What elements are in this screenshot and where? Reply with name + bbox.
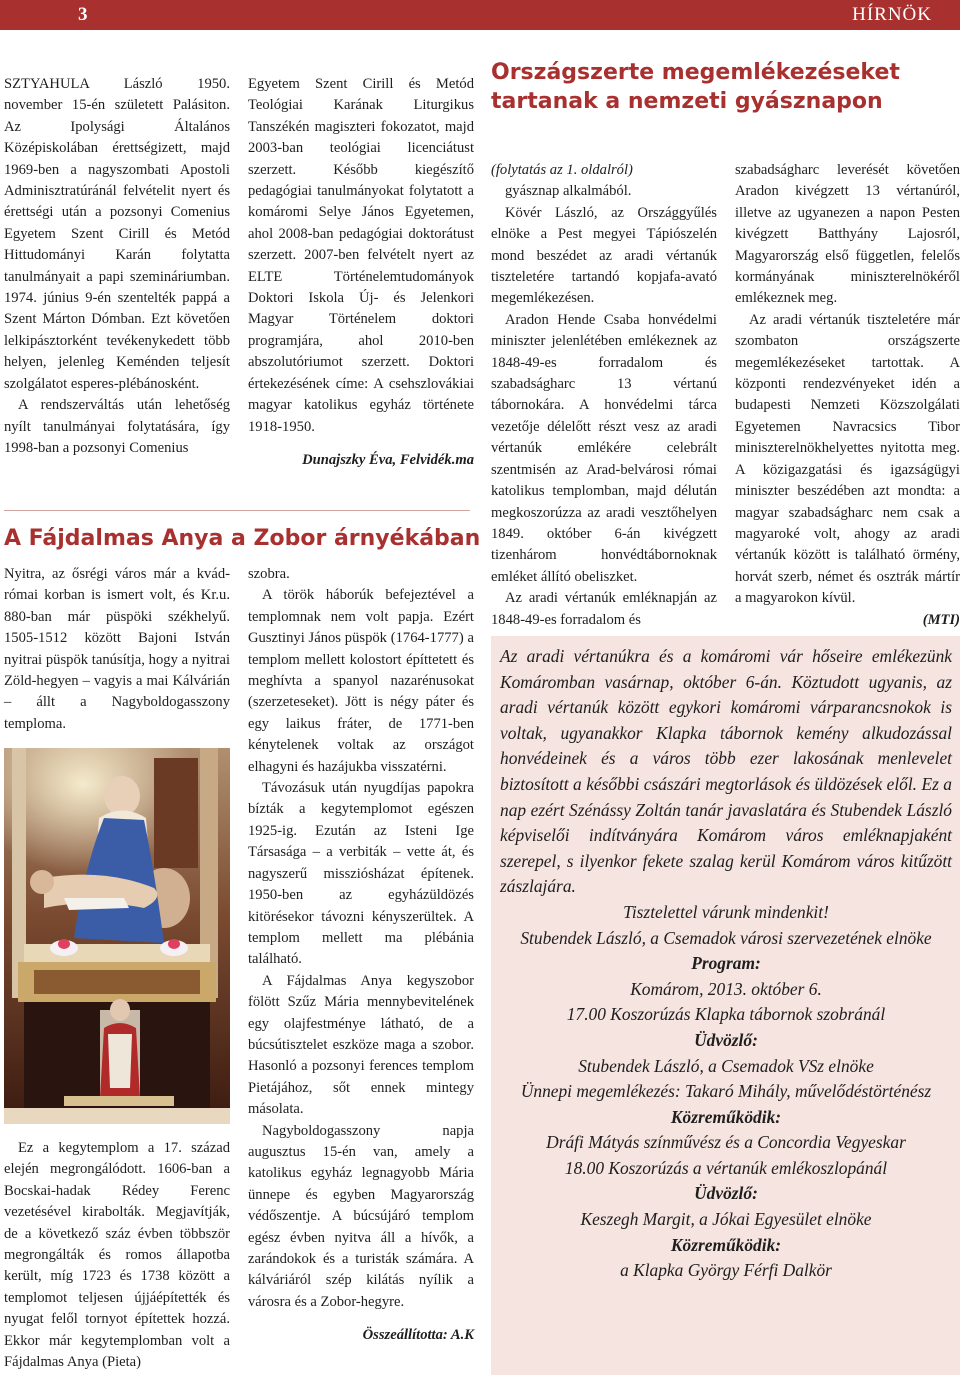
program-line: Dráfi Mátyás színművész és a Concordia Vegyeskar [546,1132,906,1153]
article-signature: Dunajszky Éva, Felvidék.ma [302,451,474,468]
zobor-column-2 [248,564,474,1347]
left-paragraph: SZTYAHULA László 1950. november 15-én született Palásiton. Az Ipolysági Általános Középiskolában érettségizett, majd 1969-ben a nagyszombati Apostoli Adminisztratúránál felvételit nyert és érettségi után a pozsonyi Comenius Egyetem Szent Cirill és Metód Hittudományi Karán folytatta tanulmányait a papi szemináriumban. 1974. június 9-én szentelték pappá a Szent Márton Dómban. Ezt követően lelkipásztorként tevékenykedett több helyen, jelenleg Keménden teljesít szolgálatot esperes-plébánosként. [4,76,230,392]
article-signature: (MTI) [922,611,960,628]
program-line: Stubendek László, a Csemadok városi szervezetének elnöke [520,927,932,948]
gyasznap-paragraph: gyásznap alkalmából. [505,183,632,200]
masthead-title: HÍRNÖK [852,4,932,25]
program-line: Keszegh Margit, a Jókai Egyesület elnöke [580,1209,872,1230]
program-line: 17.00 Koszorúzás Klapka tábornok szobránál [566,1004,886,1025]
komarom-intro: Az aradi vértanúkra és a komáromi vár hőseire emlékezünk Komáromban vasárnap, október 6-án. Köztudott ugyanis, az aradi vértanúk között egykori komáromi várparancsnokok is voltak, ugyanakkor Klapka tábornok kemény alkudozással honvédeinek és a város több ezer lakosának menlevelet biztosított a későbbi császári megtorlások és üldözések elől. Ez a nap ezért Szénássy Zoltán tanár javaslatára és Stubendek László képviselői indítványára Komárom város emléknapjaként szerepel, s ilyenkor fekete szalag kerül Komárom város kitűzött zászlajára. [500,646,952,897]
zobor-after-photo [4,1138,230,1373]
gyasznap-paragraph: Kövér László, az Országgyűlés elnöke a Pest megyei Tápiószelén mond beszédet az aradi vértanúk tiszteletére tartandó kopjafa-avató megemlékezésen. [491,204,717,307]
left-paragraph: A rendszerváltás után lehetőség nyílt tanulmányai folytatására, így 1998-ban a pozsonyi Comenius [4,397,230,456]
pieta-photo [4,748,230,1124]
gyasznap-paragraph: Az aradi vértanúk emléknapján az 1848-49-es forradalom és [491,590,717,628]
program-heading: Közreműködik: [670,1234,782,1255]
zobor-paragraph: Ez a kegytemplom a 17. század elején megrongálódott. 1606-ban a Bocskai-hadak Rédey Ferenc vezetésével kirabolták. Megjavítják, de a következő száz évben többször megrongálták és romos állapotba került, míg 1723 és 1738 között a templomot teljesen újjáépítették és nyugat felől tornyot építettek hozzá. Ekkor már kegytemplomban volt a Fájdalmas Anya (Pieta) [4,1140,230,1371]
gyasznap-paragraph: szabadságharc leverését követően Aradon kivégzett 13 vértanúról, illetve az ugyanezen a napon Pesten kivégzett Batthyány Lajosról, Magyarország első független, felelős kormányának miniszterelnökéről emlékeznek meg. [735,162,960,307]
gyasznap-column-1 [491,160,717,631]
zobor-paragraph: A török háborúk befejeztével a templomnak nem volt papja. Ezért Gusztinyi János püspök (1764-1777) a templom mellett kolostort építtetett és meghívta a spanyol nazarénusokat (szerzeteseket). Jött is négy páter és egy laikus fráter, de 1771-ben kénytelenek voltak az országot elhagyni és hazájukba visszatérni. [248,587,474,775]
zobor-paragraph: Nagyboldogasszony napja augusztus 15-én van, amely a katolikus egyház legnagyobb Mária ünnepe és egyben Magyarország védőszentje. A búcsújáró templom egész évben nyitva áll a hívők, a zarándokok és a turisták számára. A kálváriáról szép kilátás nyílik a városra és a Zobor-hegyre. [248,1122,474,1310]
gyasznap-headline: Országszerte megemlékezéseket tartanak a nemzeti gyásznapon [491,60,900,114]
section-divider [4,510,470,511]
page-number: 3 [78,4,88,25]
article-signature: Összeállította: A.K [362,1327,474,1344]
program-heading: Üdvözlő: [694,1183,758,1204]
gyasznap-paragraph: Aradon Hende Csaba honvédelmi miniszter jelenlétében emlékeznek az 1848-49-es forradalom és szabadságharc 13 vértanú tábornokára. A honvédelmi tárca vezetője délelőtt részt vesz az aradi vértanúk emlékére celebrált szentmisén az Arad-belvárosi római katolikus templomban, majd délután megkoszorúzza az aradi vesztőhelyen 1849. október 6-án kivégzett tizenhárom honvédtábornoknak emléket állító obeliszket. [491,311,717,585]
zobor-paragraph: A Fájdalmas Anya kegyszobor fölött Szűz Mária mennybevitelének egy olajfestménye látható, de a búcsútisztelet eszköze maga a szobor. Hasonló a pozsonyi ferences templom Pietájához, sőt ennek mintegy másolata. [248,972,474,1118]
left-article [4,74,230,459]
continued-note: (folytatás az 1. oldalról) [491,162,633,178]
page-header-bar [0,0,960,30]
program-line: Komárom, 2013. október 6. [630,978,822,999]
zobor-paragraph: szobra. [248,566,290,582]
gyasznap-column-2 [735,160,960,631]
middle-article [248,74,474,471]
program-line: Tisztelettel várunk mindenkit! [623,901,829,922]
komarom-info-content [500,644,952,1284]
program-heading: Program: [691,953,761,974]
zobor-paragraph: Távozásuk után nyugdíjas papokra bízták a kegytemplomot egészen 1925-ig. Ezután az Isteni Ige Társasága – a verbiták – vette át, és nagyszerű missziósházat építenek. 1950-ben az egyházüldözés kitörésekor távozni kényszerültek. A templom mellett ma plébánia található. [248,780,474,968]
zobor-intro [4,564,230,735]
program-line: Ünnepi megemlékezés: Takaró Mihály, művelődéstörténész [520,1081,932,1102]
gyasznap-paragraph: Az aradi vértanúk tiszteletére már szombaton országszerte megemlékezéseket tartottak. A központi rendezvényeket idén a budapesti Nemzeti Közszolgálati Egyetemen Navracsics Tibor miniszterelnökhelyettes nyitotta meg. A közigazgatási és igazságügyi miniszter beszédében azt mondta: a magyar szabadságharc nem csak a magyaroké volt, ahogy az aradi vértanúk között is található örmény, horvát szerb, német és osztrák mártír a magyarokon kívül. [735,311,960,607]
program-line: a Klapka György Férfi Dalkör [620,1260,832,1281]
zobor-headline: A Fájdalmas Anya a Zobor árnyékában [4,526,481,551]
program-heading: Közreműködik: [670,1106,782,1127]
middle-paragraph: Egyetem Szent Cirill és Metód Teológiai Karának Liturgikus Tanszékén magiszteri fokozatot, majd 2003-ban teológiai licenciátust szerzett. Később kiegészítő pedagógiai tanulmányokat folytatott a komáromi Selye János Egyetemen, ahol 2008-ban pedagógiai doktorátust szerzett. 2007-ben felvételt nyert az ELTE Történelemtudományok Doktori Iskola Új- és Jelenkori Magyar Történelem doktori programjára, ahol 2010-ben abszolutóriumot szerzett. Doktori értekezésének címe: A csehszlovákiai magyar katolikus egyház története 1918-1950. [248,76,474,435]
program-line: 18.00 Koszorúzás a vértanúk emlékoszlopánál [564,1157,888,1178]
program-lines [500,900,952,1284]
program-line: Stubendek László, a Csemadok VSz elnöke [578,1055,874,1076]
zobor-paragraph: Nyitra, az ősrégi város már a kvád-római korban is ismert volt, és Kr.u. 880-ban már püspöki székhelyű. 1505-1512 között Bajoni István nyitrai püspök tanúsítja, hogy a nyitrai Zöld-hegyen – vagyis a mai Kálvárián – állt a Nagyboldogasszony temploma. [4,566,230,732]
program-heading: Üdvözlő: [694,1029,758,1050]
pieta-photo-illustration [4,748,230,1124]
